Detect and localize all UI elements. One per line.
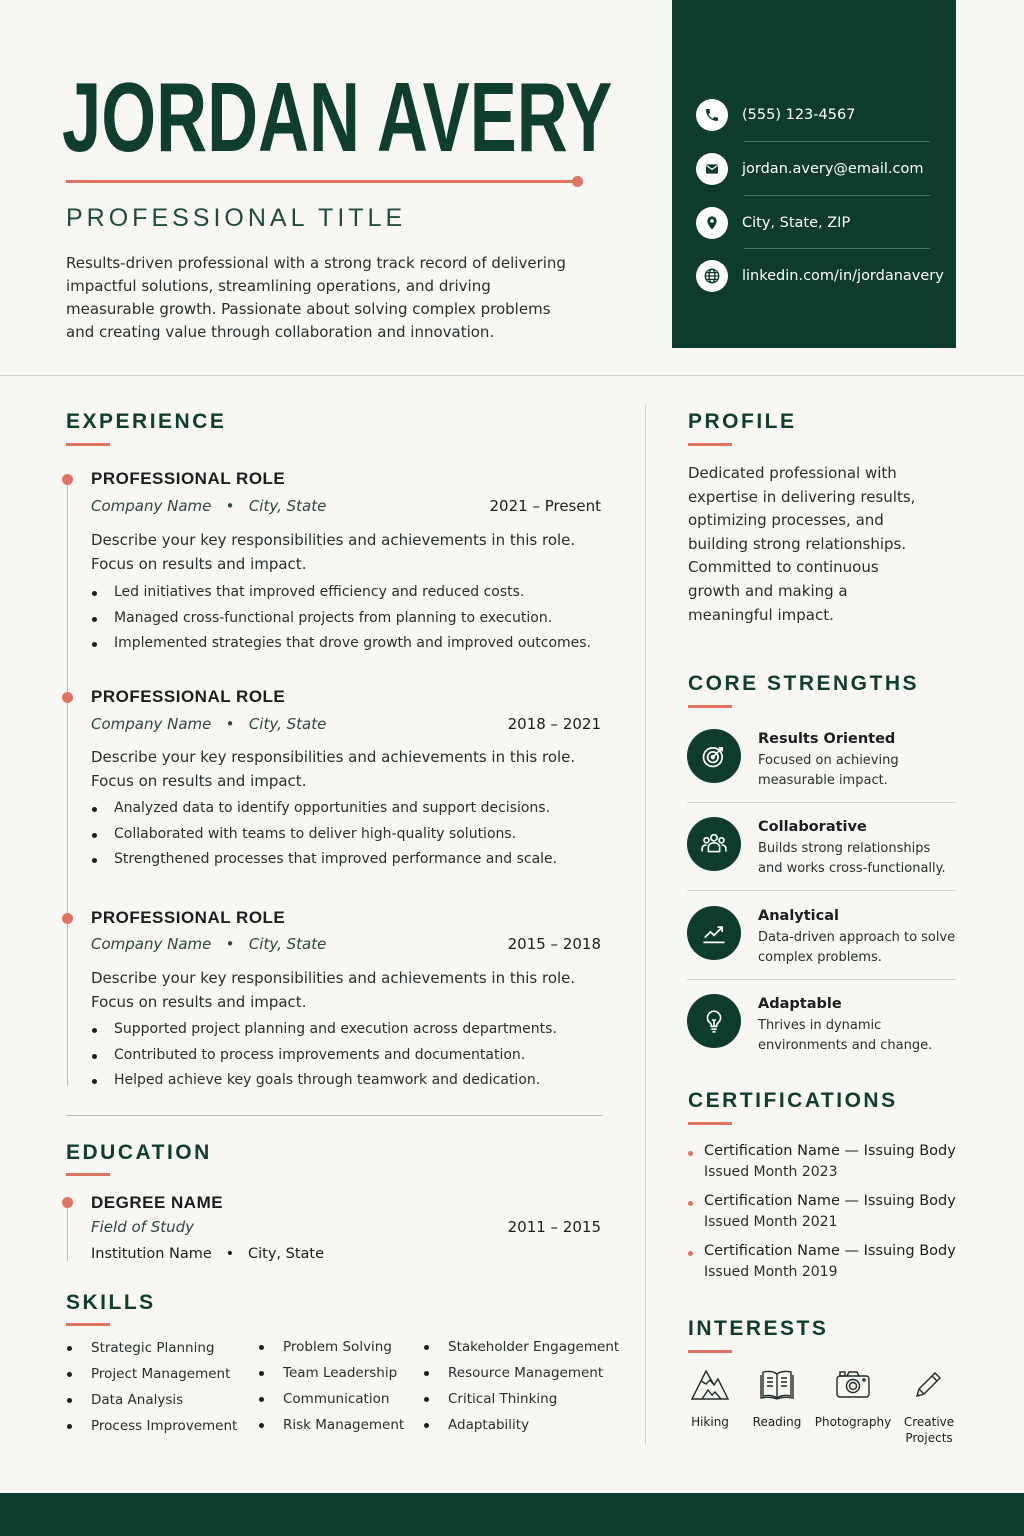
interest-label: Hiking <box>691 1415 729 1429</box>
job-dates: 2021 – Present <box>489 497 601 515</box>
interests-heading-underline <box>688 1350 732 1353</box>
interest-label: Creative Projects <box>903 1415 955 1445</box>
skills-heading: SKILLS <box>66 1291 156 1314</box>
team-icon <box>687 817 741 871</box>
interest-label: Photography <box>814 1415 892 1429</box>
contact-phone-text: (555) 123-4567 <box>742 107 856 123</box>
certification-date: Issued Month 2023 <box>704 1164 838 1180</box>
experience-divider <box>66 1115 603 1116</box>
experience-heading: EXPERIENCE <box>66 410 227 433</box>
column-divider <box>645 405 646 1445</box>
list-item: Implemented strategies that drove growth and improved outcomes. <box>91 631 611 657</box>
list-item: Contributed to process improvements and documentation. <box>91 1043 611 1069</box>
profile-heading: PROFILE <box>688 410 797 433</box>
certification-date: Issued Month 2021 <box>704 1214 838 1230</box>
timeline-dot <box>62 474 73 485</box>
list-item: Helped achieve key goals through teamwork and dedication. <box>91 1068 611 1094</box>
strength-description: Builds strong relationships and works cross-functionally. <box>758 841 946 876</box>
core-strengths-heading: CORE STRENGTHS <box>688 672 920 695</box>
job-dates: 2018 – 2021 <box>507 715 601 733</box>
strength-divider <box>687 890 956 891</box>
timeline-dot <box>62 913 73 924</box>
certification-name: Certification Name — Issuing Body <box>704 1143 956 1159</box>
job-description: Describe your key responsibilities and achievements in this role. Focus on results and impact. <box>91 531 576 573</box>
strength-title: Analytical <box>758 908 840 924</box>
skill-item: Resource Management <box>423 1360 619 1386</box>
job-company: Company Name • City, State <box>91 715 327 733</box>
header-divider <box>0 375 1024 376</box>
skills-column <box>66 1335 237 1439</box>
profile-text: Dedicated professional with expertise in delivering results, optimizing processes, and building strong relationships. Committed to continuous growth and making a meaningful impact. <box>688 464 916 624</box>
interests-heading: INTERESTS <box>688 1317 829 1340</box>
education-dates: 2011 – 2015 <box>507 1218 601 1236</box>
certification-bullet <box>688 1151 693 1156</box>
globe-icon <box>696 260 728 292</box>
contact-location-text: City, State, ZIP <box>742 215 851 231</box>
skill-item: Process Improvement <box>66 1413 237 1439</box>
list-item: Collaborated with teams to deliver high-quality solutions. <box>91 822 611 848</box>
job-role: PROFESSIONAL ROLE <box>91 469 286 488</box>
institution-name: Institution Name • City, State <box>91 1246 324 1262</box>
experience-timeline <box>67 480 68 1086</box>
name-underline-dot <box>572 176 583 187</box>
skills-column <box>258 1334 404 1438</box>
degree-name: DEGREE NAME <box>91 1193 224 1212</box>
core-strengths-heading-underline <box>688 705 732 708</box>
skill-item: Data Analysis <box>66 1387 237 1413</box>
job-achievements <box>91 796 611 873</box>
contact-phone[interactable] <box>696 88 932 142</box>
list-item: Analyzed data to identify opportunities and support decisions. <box>91 796 611 822</box>
strength-divider <box>687 979 956 980</box>
skill-item: Team Leadership <box>258 1360 404 1386</box>
contact-linkedin[interactable] <box>696 249 944 303</box>
certification-name: Certification Name — Issuing Body <box>704 1243 956 1259</box>
contact-email[interactable] <box>696 142 932 196</box>
timeline-dot <box>62 692 73 703</box>
target-icon <box>687 729 741 783</box>
list-item: Supported project planning and execution across departments. <box>91 1017 611 1043</box>
strength-title: Collaborative <box>758 819 867 835</box>
candidate-name: JORDAN AVERY <box>62 62 613 172</box>
job-dates: 2015 – 2018 <box>507 935 601 953</box>
strength-item <box>687 994 957 1082</box>
list-item: Led initiatives that improved efficiency and reduced costs. <box>91 580 611 606</box>
strength-item <box>687 906 957 994</box>
summary-text: Results-driven professional with a strong track record of delivering impactful solutions, streamlining operations, and driving measurable growth. Passionate about solving complex problems and creating value through collaboration and innovation. <box>66 254 566 341</box>
certifications-heading-underline <box>688 1122 732 1125</box>
contact-email-text: jordan.avery@email.com <box>742 161 924 177</box>
list-item: Managed cross-functional projects from planning to execution. <box>91 606 611 632</box>
contact-location <box>696 196 932 250</box>
certification-bullet <box>688 1201 693 1206</box>
interest-label: Reading <box>752 1415 802 1429</box>
skill-item: Risk Management <box>258 1412 404 1438</box>
list-item: Strengthened processes that improved performance and scale. <box>91 847 611 873</box>
skill-item: Problem Solving <box>258 1334 404 1360</box>
interest-item <box>813 1364 893 1430</box>
location-pin-icon <box>696 207 728 239</box>
lightbulb-icon <box>687 994 741 1048</box>
timeline-dot <box>62 1197 73 1208</box>
job-role: PROFESSIONAL ROLE <box>91 908 286 927</box>
profile-heading-underline <box>688 443 732 446</box>
name-underline <box>66 180 576 183</box>
strength-title: Results Oriented <box>758 731 896 747</box>
field-of-study: Field of Study <box>91 1218 195 1236</box>
contact-linkedin-text: linkedin.com/in/jordanavery <box>742 268 944 284</box>
email-icon <box>696 153 728 185</box>
education-timeline <box>67 1203 68 1261</box>
skill-item: Adaptability <box>423 1412 619 1438</box>
interest-item <box>737 1364 817 1430</box>
professional-title: PROFESSIONAL TITLE <box>66 204 407 232</box>
strength-description: Data-driven approach to solve complex problems. <box>758 930 956 965</box>
certification-date: Issued Month 2019 <box>704 1264 838 1280</box>
strength-item <box>687 817 957 905</box>
job-description: Describe your key responsibilities and achievements in this role. Focus on results and impact. <box>91 969 576 1011</box>
phone-icon <box>696 99 728 131</box>
certifications-heading: CERTIFICATIONS <box>688 1089 898 1112</box>
strength-title: Adaptable <box>758 996 842 1012</box>
strength-description: Thrives in dynamic environments and change. <box>758 1018 933 1053</box>
job-description: Describe your key responsibilities and achievements in this role. Focus on results and impact. <box>91 748 576 790</box>
job-achievements <box>91 1017 611 1094</box>
skill-item: Strategic Planning <box>66 1335 237 1361</box>
pencil-icon <box>889 1364 969 1404</box>
chart-trend-icon <box>687 906 741 960</box>
job-achievements <box>91 580 611 657</box>
footer-bar <box>0 1493 1024 1536</box>
education-heading-underline <box>66 1173 110 1176</box>
strength-divider <box>687 802 956 803</box>
skills-heading-underline <box>66 1323 110 1326</box>
experience-heading-underline <box>66 443 110 446</box>
job-company: Company Name • City, State <box>91 497 327 515</box>
book-icon <box>737 1364 817 1404</box>
certification-name: Certification Name — Issuing Body <box>704 1193 956 1209</box>
certification-bullet <box>688 1251 693 1256</box>
education-heading: EDUCATION <box>66 1141 212 1164</box>
skill-item: Project Management <box>66 1361 237 1387</box>
camera-icon <box>813 1364 893 1404</box>
skills-column <box>423 1334 619 1438</box>
contact-panel <box>672 0 956 348</box>
skill-item: Communication <box>258 1386 404 1412</box>
skill-item: Stakeholder Engagement <box>423 1334 619 1360</box>
strength-item <box>687 729 957 817</box>
skill-item: Critical Thinking <box>423 1386 619 1412</box>
job-company: Company Name • City, State <box>91 935 327 953</box>
job-role: PROFESSIONAL ROLE <box>91 687 286 706</box>
strength-description: Focused on achieving measurable impact. <box>758 753 899 788</box>
interest-item <box>889 1364 969 1446</box>
